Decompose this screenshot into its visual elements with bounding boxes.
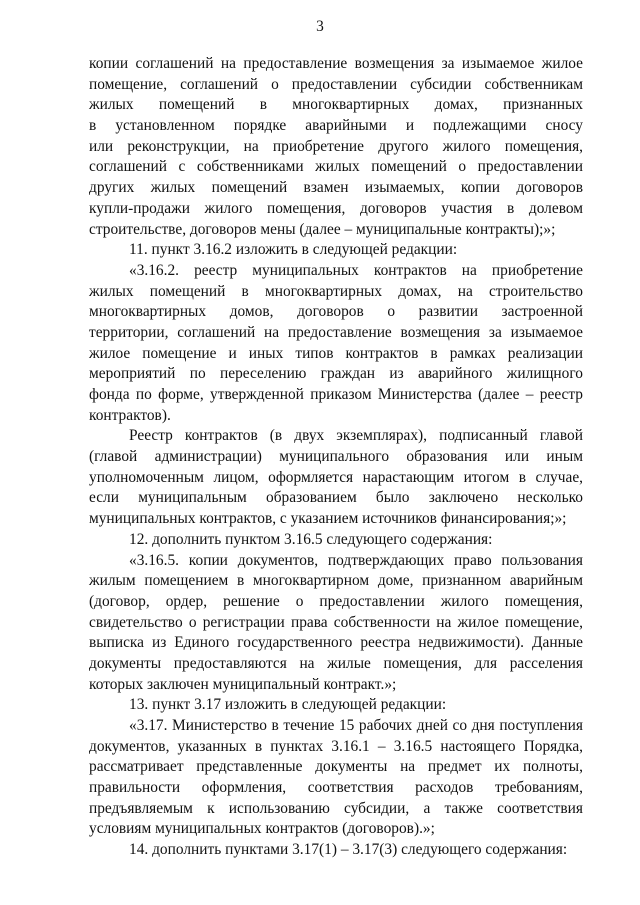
text-line: 12. дополнить пунктом 3.16.5 следующего содержания: xyxy=(129,530,493,548)
text-line: жилых помещений в многоквартирных домах, на строительство xyxy=(89,282,583,300)
text-line: соглашений с собственниками жилых помещений о предоставлении xyxy=(89,158,583,176)
text-line: выписка из Единого государственного реестра недвижимости). Данные xyxy=(89,634,583,652)
text-line: жилое помещение и иных типов контрактов в рамках реализации xyxy=(89,344,583,362)
text-line: которых заключен муниципальный контракт.»; xyxy=(89,675,397,693)
text-line: если муниципальным образованием было заключено несколько xyxy=(89,489,583,507)
text-line: 11. пункт 3.16.2 изложить в следующей редакции: xyxy=(129,241,458,259)
text-line: мероприятий по переселению граждан из аварийного жилищного xyxy=(89,365,583,383)
text-line: (договор, ордер, решение о предоставлении жилого помещения, xyxy=(89,592,583,610)
text-line: контрактов). xyxy=(89,406,171,424)
text-line: жилым помещением в многоквартирном доме, признанном аварийным xyxy=(89,572,583,590)
text-line: «3.16.2. реестр муниципальных контрактов на приобретение xyxy=(129,261,583,279)
text-line: помещение, соглашений о предоставлении субсидии собственникам xyxy=(89,75,583,93)
text-line: «3.16.5. копии документов, подтверждающих право пользования xyxy=(129,551,583,569)
text-line: в установленном порядке аварийными и подлежащими сносу xyxy=(89,117,583,135)
text-line: строительстве, договоров мены (далее – муниципальные контракты);»; xyxy=(89,220,556,238)
text-line: уполномоченным лицом, оформляется нарастающим итогом в случае, xyxy=(89,468,583,486)
text-line: территории, соглашений на предоставление возмещения за изымаемое xyxy=(89,323,583,341)
text-line: документы предоставляются на жилые помещения, для расселения xyxy=(89,654,583,672)
text-line: (главой администрации) муниципального образования или иным xyxy=(89,448,583,466)
text-line: 14. дополнить пунктами 3.17(1) – 3.17(3) следующего содержания: xyxy=(129,841,568,859)
text-line: муниципальных контрактов, с указанием источников финансирования;»; xyxy=(89,510,567,528)
text-line: условиям муниципальных контрактов (договоров).»; xyxy=(89,820,435,838)
document-body xyxy=(89,54,583,861)
text-line: фонда по форме, утвержденной приказом Министерства (далее – реестр xyxy=(89,386,583,403)
page-number: 3 xyxy=(316,18,324,35)
text-line: 13. пункт 3.17 изложить в следующей редакции: xyxy=(129,696,447,714)
text-line: многоквартирных домов, договоров о развитии застроенной xyxy=(89,303,583,321)
text-line: предъявляемым к использованию субсидии, а также соответствия xyxy=(89,799,583,817)
text-line: других жилых помещений взамен изымаемых, копии договоров xyxy=(89,179,583,197)
text-line: копии соглашений на предоставление возмещения за изымаемое жилое xyxy=(89,55,583,72)
text-line: документов, указанных в пунктах 3.16.1 – 3.16.5 настоящего Порядка, xyxy=(89,737,583,755)
text-line: рассматривает представленные документы на предмет их полноты, xyxy=(89,758,583,776)
text-line: купли-продажи жилого помещения, договоров участия в долевом xyxy=(89,199,583,217)
text-line: «3.17. Министерство в течение 15 рабочих дней со дня поступления xyxy=(129,717,583,734)
text-line: Реестр контрактов (в двух экземплярах), подписанный главой xyxy=(129,427,583,445)
text-line: правильности оформления, соответствия расходов требованиям, xyxy=(89,779,583,797)
text-line: свидетельство о регистрации права собственности на жилое помещение, xyxy=(89,613,583,631)
text-line: жилых помещений в многоквартирных домах, признанных xyxy=(89,96,583,114)
text-line: или реконструкции, на приобретение другого жилого помещения, xyxy=(89,137,583,155)
